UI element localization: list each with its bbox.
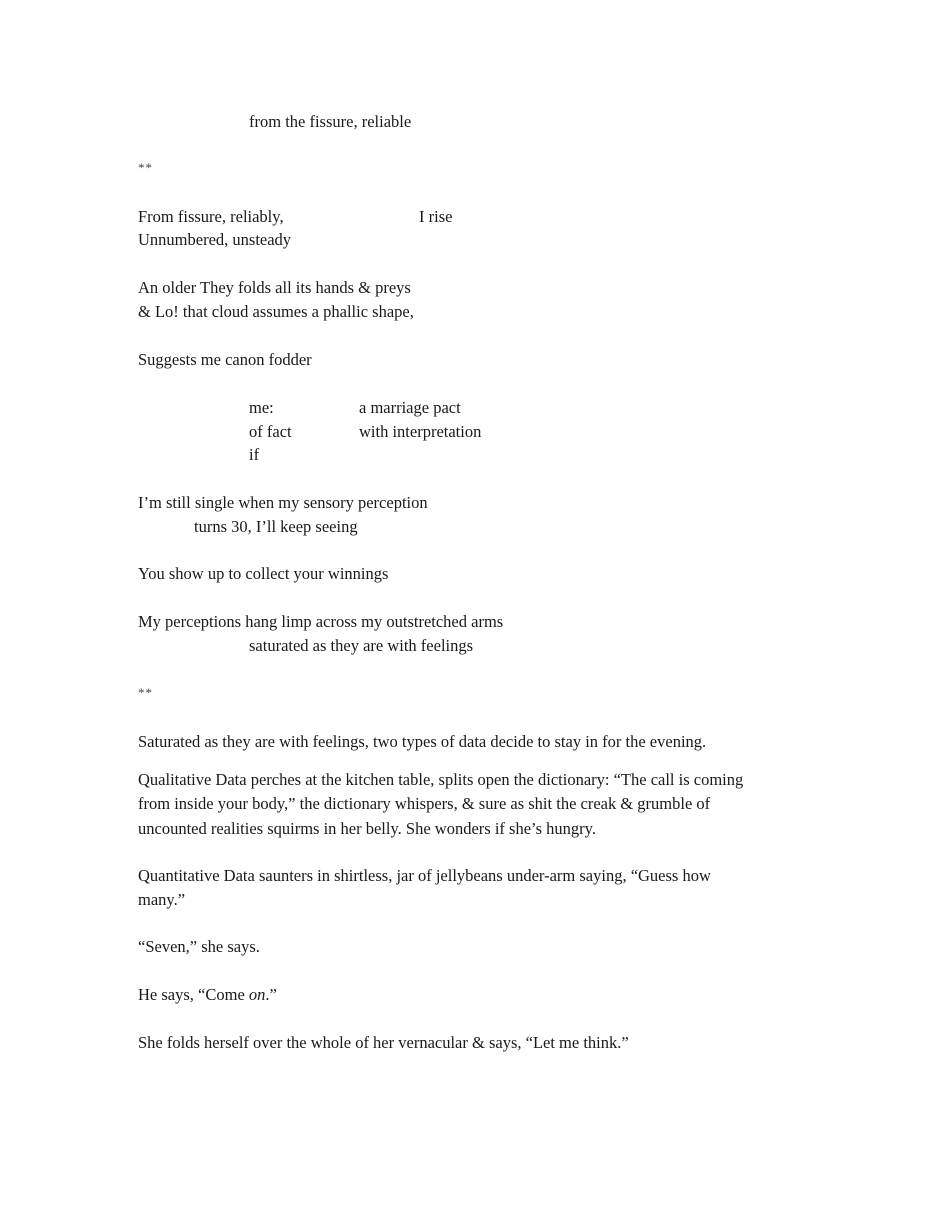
poem-line-show-up: You show up to collect your winnings [138,564,389,583]
section-divider: ** [138,160,153,175]
prose-paragraph-6: She folds herself over the whole of her vernacular & says, “Let me think.” [138,1033,629,1052]
prose-paragraph-5 [138,985,277,1005]
poem-column-right-item: with interpretation [359,422,482,441]
prose-paragraph-3-line: Quantitative Data saunters in shirtless, jar of jellybeans under-arm saying, “Guess how [138,866,711,885]
poem-line-perceptions: My perceptions hang limp across my outstretched arms [138,612,504,631]
prose-paragraph-3-line: many.” [138,890,186,909]
poem-line-rise-left: From fissure, reliably, [138,207,284,226]
poem-line-older-they: An older They folds all its hands & preys [138,278,411,297]
poem-line-lo-cloud: & Lo! that cloud assumes a phallic shape, [138,302,414,321]
prose-paragraph-2-line: from inside your body,” the dictionary whispers, & sure as shit the creak & grumble of [138,794,711,813]
poem-column-left-item: me: [249,398,274,417]
prose-paragraph-2-line: uncounted realities squirms in her belly. She wonders if she’s hungry. [138,819,596,838]
prose-p5-emphasis: on [248,985,266,1004]
poem-column-right-item: a marriage pact [359,398,461,417]
poem-line-saturated: saturated as they are with feelings [249,636,474,655]
prose-paragraph-2-line: Qualitative Data perches at the kitchen table, splits open the dictionary: “The call is coming [138,770,744,789]
prose-p5-after: .” [265,985,277,1004]
prose-paragraph-1: Saturated as they are with feelings, two types of data decide to stay in for the evening. [138,732,707,751]
prose-p5-before: He says, “Come [138,985,249,1004]
poem-line-single: I’m still single when my sensory perception [138,493,428,512]
poem-line-unnumbered: Unnumbered, unsteady [138,230,292,249]
poem-line-fissure: from the fissure, reliable [249,112,412,131]
poem-column-left-item: of fact [249,422,292,441]
prose-paragraph-4: “Seven,” she says. [138,937,260,956]
section-divider: ** [138,685,153,700]
poem-line-rise-right: I rise [419,207,453,226]
poem-column-left-item: if [249,445,260,464]
poem-line-turns-30: turns 30, I’ll keep seeing [194,517,358,536]
poem-line-suggests: Suggests me canon fodder [138,350,312,369]
